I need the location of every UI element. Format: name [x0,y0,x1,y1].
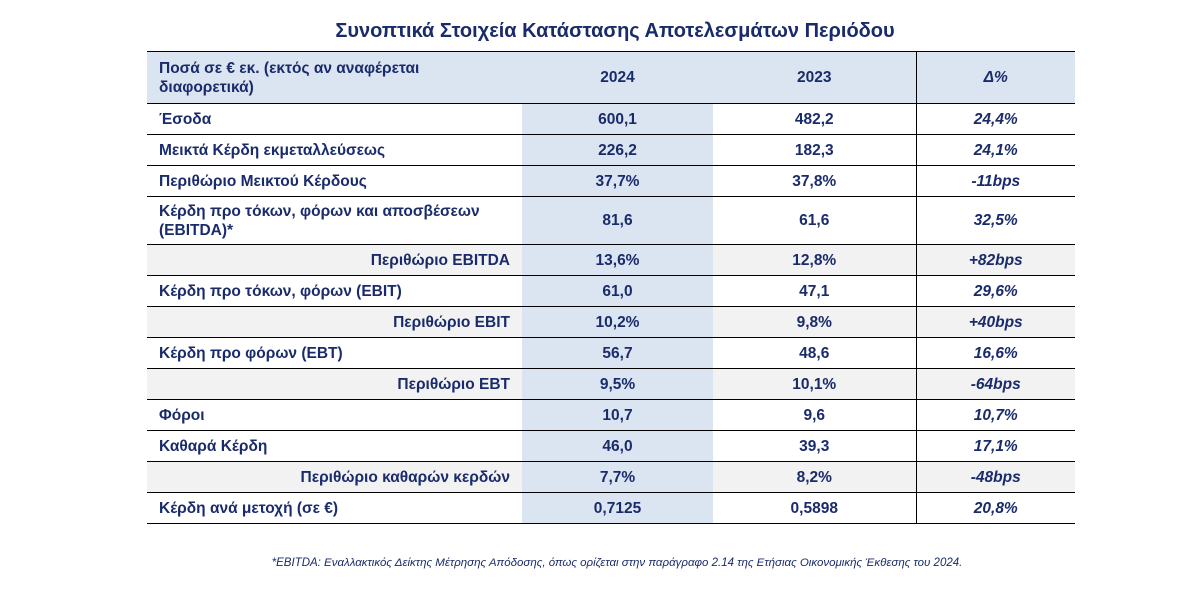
row-value-2023: 482,2 [713,104,916,135]
table-row [147,462,1075,493]
row-value-2024: 0,7125 [522,493,713,524]
header-delta: Δ% [916,52,1075,104]
header-2023: 2023 [713,52,916,104]
row-label: Κέρδη προ τόκων, φόρων (EBIT) [147,276,522,307]
row-value-2023: 37,8% [713,166,916,197]
row-value-2024: 9,5% [522,369,713,400]
row-label: Περιθώριο EBT [147,369,522,400]
table-row [147,338,1075,369]
row-label: Καθαρά Κέρδη [147,431,522,462]
table-row [147,431,1075,462]
row-value-2024: 13,6% [522,245,713,276]
row-delta: 10,7% [916,400,1075,431]
row-value-2024: 600,1 [522,104,713,135]
row-label: Φόροι [147,400,522,431]
row-delta: 24,4% [916,104,1075,135]
row-delta: 17,1% [916,431,1075,462]
table-row [147,369,1075,400]
table-row [147,166,1075,197]
table-row [147,400,1075,431]
row-label: Περιθώριο Μεικτού Κέρδους [147,166,522,197]
row-label: Κέρδη προ φόρων (EBT) [147,338,522,369]
table-row [147,197,1075,245]
footnote: *EBITDA: Εναλλακτικός Δείκτης Μέτρησης Απόδοσης, όπως ορίζεται στην παράγραφο 2.14 της Ετήσιας Οικονομικής Έκθεσης του 2024. [271,557,963,569]
row-value-2024: 7,7% [522,462,713,493]
row-value-2023: 182,3 [713,135,916,166]
row-value-2023: 10,1% [713,369,916,400]
row-label: Κέρδη ανά μετοχή (σε €) [147,493,522,524]
header-2024: 2024 [522,52,713,104]
table-row [147,135,1075,166]
table-row [147,104,1075,135]
row-delta: +40bps [916,307,1075,338]
row-value-2023: 48,6 [713,338,916,369]
table-row [147,493,1075,524]
row-value-2024: 10,2% [522,307,713,338]
row-label: Περιθώριο καθαρών κερδών [147,462,522,493]
row-value-2024: 56,7 [522,338,713,369]
row-value-2024: 46,0 [522,431,713,462]
row-value-2024: 61,0 [522,276,713,307]
row-value-2023: 8,2% [713,462,916,493]
row-delta: 20,8% [916,493,1075,524]
row-delta: +82bps [916,245,1075,276]
row-delta: -48bps [916,462,1075,493]
row-label: Μεικτά Κέρδη εκμεταλλεύσεως [147,135,522,166]
row-value-2023: 47,1 [713,276,916,307]
table-header-row [147,52,1075,104]
row-value-2023: 39,3 [713,431,916,462]
row-delta: 16,6% [916,338,1075,369]
row-value-2024: 10,7 [522,400,713,431]
table-row [147,245,1075,276]
row-delta: 32,5% [916,197,1075,245]
table-title: Συνοπτικά Στοιχεία Κατάστασης Αποτελεσμάτων Περιόδου [335,20,895,42]
row-delta: 29,6% [916,276,1075,307]
row-value-2023: 0,5898 [713,493,916,524]
row-value-2023: 61,6 [713,197,916,245]
row-value-2023: 9,6 [713,400,916,431]
row-label: Περιθώριο EBIT [147,307,522,338]
row-label: Κέρδη προ τόκων, φόρων και αποσβέσεων (EBITDA)* [147,197,522,245]
row-label: Περιθώριο EBITDA [147,245,522,276]
row-value-2024: 226,2 [522,135,713,166]
row-delta: -64bps [916,369,1075,400]
table-row [147,307,1075,338]
row-label: Έσοδα [147,104,522,135]
header-label: Ποσά σε € εκ. (εκτός αν αναφέρεται διαφορετικά) [147,52,522,104]
row-value-2024: 37,7% [522,166,713,197]
row-value-2024: 81,6 [522,197,713,245]
row-delta: -11bps [916,166,1075,197]
row-value-2023: 12,8% [713,245,916,276]
row-value-2023: 9,8% [713,307,916,338]
table-row [147,276,1075,307]
row-delta: 24,1% [916,135,1075,166]
income-statement-table [147,51,1075,524]
